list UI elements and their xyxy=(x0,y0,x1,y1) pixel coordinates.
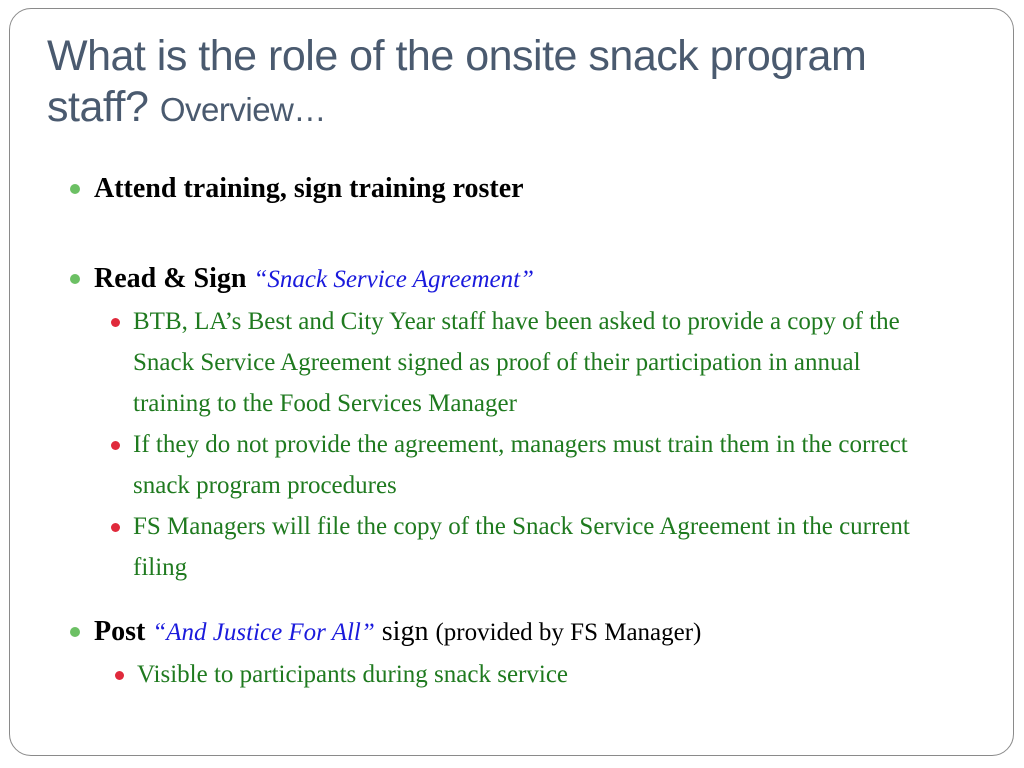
sub-bullet-text: BTB, LA’s Best and City Year staff have been asked to provide a copy of the Snack Service Agreement signed as proof of their participation in annual training to the Food Services Manager xyxy=(133,308,900,417)
bullet-text: Attend training, sign training roster xyxy=(94,173,524,204)
bullet-paren: (provided by FS Manager) xyxy=(435,619,702,646)
slide-title-main: What is the role of the onsite snack program staff? xyxy=(47,32,867,131)
sub-bullet xyxy=(133,301,943,424)
bullet-quote: “Snack Service Agreement” xyxy=(253,266,534,293)
bullet-dot-icon xyxy=(70,184,80,194)
bullet-tail: sign xyxy=(381,616,429,647)
bullet-attend-training xyxy=(94,172,524,206)
slide-title xyxy=(47,31,947,135)
sub-bullet-text: Visible to participants during snack service xyxy=(137,661,569,688)
bullet-lead: Post xyxy=(94,616,146,647)
sub-bullet xyxy=(133,424,943,506)
sub-bullet xyxy=(137,654,947,695)
sub-bullet-dot-icon xyxy=(111,318,120,327)
sub-bullet-dot-icon xyxy=(111,441,120,450)
bullet-lead: Read & Sign xyxy=(94,263,247,294)
bullet-post-sign xyxy=(94,615,701,650)
sub-bullet-text: If they do not provide the agreement, managers must train them in the correct snack program procedures xyxy=(133,431,908,499)
bullet-dot-icon xyxy=(70,627,80,637)
slide-title-sub: Overview… xyxy=(159,91,326,128)
sub-bullet-text: FS Managers will file the copy of the Snack Service Agreement in the current filing xyxy=(133,513,910,581)
sub-bullet xyxy=(133,506,943,588)
sub-bullet-dot-icon xyxy=(115,671,124,680)
bullet-dot-icon xyxy=(70,274,80,284)
bullet-read-sign xyxy=(94,262,534,297)
bullet-quote: “And Justice For All” xyxy=(152,619,375,646)
sub-bullet-dot-icon xyxy=(111,523,120,532)
slide xyxy=(9,8,1014,756)
